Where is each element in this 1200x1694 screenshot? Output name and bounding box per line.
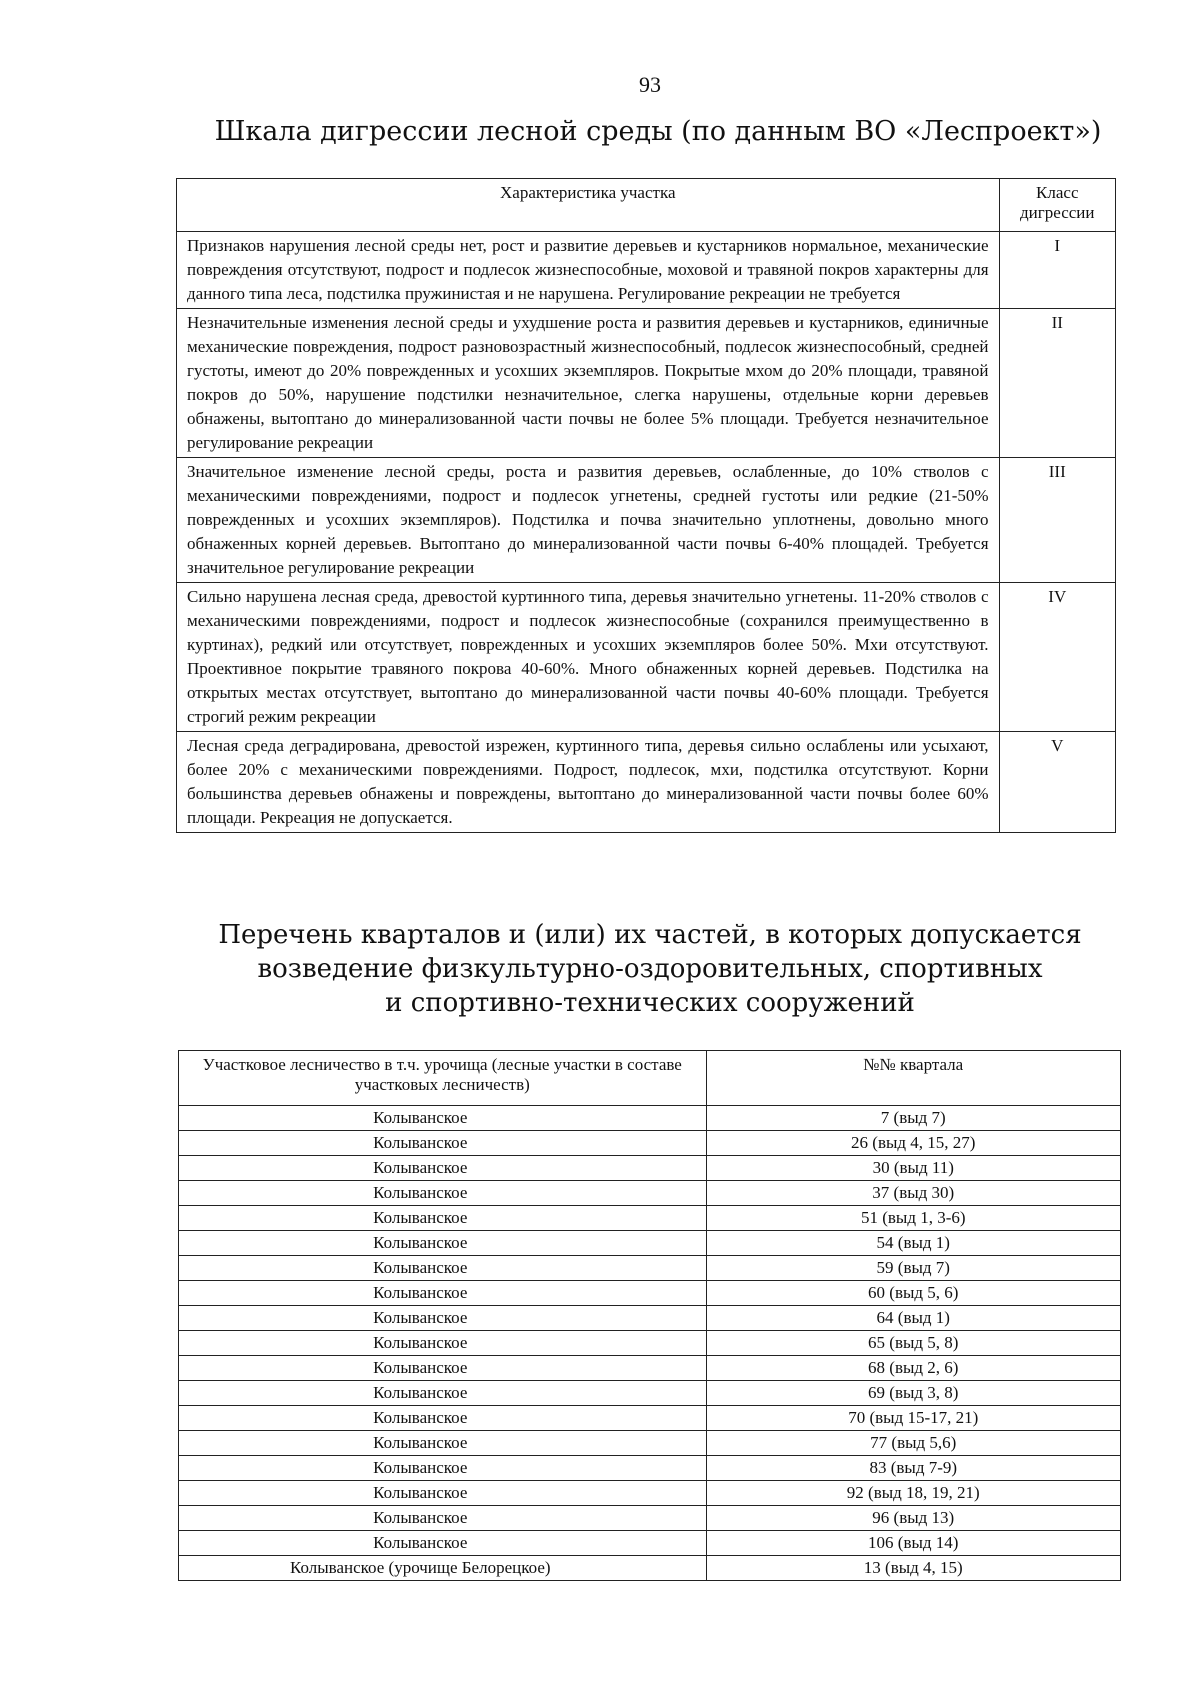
row-description: Незначительные изменения лесной среды и ухудшение роста и развития деревьев и кустарников, единичные механические повреждения, подрост разновозрастный жизнеспособный, подлесок жизнеспособный, средней густоты, имеют до 20% поврежденных и усохших экземпляров. Покрытые мхом до 20% площади, травяной покров до 50%, нарушение подстилки незначительное, слегка нарушены, отдельные корни деревьев обнажены, вытоптано до минерализованной части почвы не более 5% площади. Требуется незначительное регулирование рекреации (177, 309, 1000, 458)
table-row (179, 1506, 1121, 1531)
row-quarter: 106 (выд 14) (706, 1531, 1120, 1556)
header-quarter: №№ квартала (706, 1051, 1120, 1106)
row-forestry: Колыванское (179, 1331, 707, 1356)
table-row (179, 1431, 1121, 1456)
row-quarter: 70 (выд 15-17, 21) (706, 1406, 1120, 1431)
row-quarter: 60 (выд 5, 6) (706, 1281, 1120, 1306)
table-row (179, 1231, 1121, 1256)
table-row (179, 1481, 1121, 1506)
page-number: 93 (639, 72, 661, 97)
row-class: III (999, 458, 1115, 583)
row-quarter: 54 (выд 1) (706, 1231, 1120, 1256)
table-row (179, 1556, 1121, 1581)
row-quarter: 64 (выд 1) (706, 1306, 1120, 1331)
table-row (179, 1406, 1121, 1431)
row-quarter: 65 (выд 5, 8) (706, 1331, 1120, 1356)
table-row (177, 458, 1116, 583)
row-class: V (999, 732, 1115, 833)
header-class: Класс дигрессии (999, 179, 1115, 232)
row-forestry: Колыванское (179, 1306, 707, 1331)
table-row (179, 1456, 1121, 1481)
row-quarter: 77 (выд 5,6) (706, 1431, 1120, 1456)
row-description: Лесная среда деградирована, древостой изрежен, куртинного типа, деревья сильно ослаблены или усыхают, более 20% с механическими повреждениями. Подрост, подлесок, мхи, подстилка отсутствуют. Корни большинства деревьев обнажены и повреждены, вытоптано до минерализованной части почвы более 60% площади. Рекреация не допускается. (177, 732, 1000, 833)
row-class: IV (999, 583, 1115, 732)
row-quarter: 68 (выд 2, 6) (706, 1356, 1120, 1381)
row-forestry: Колыванское (179, 1406, 707, 1431)
table-row (179, 1356, 1121, 1381)
table-row (177, 732, 1116, 833)
row-forestry: Колыванское (179, 1156, 707, 1181)
row-forestry: Колыванское (179, 1356, 707, 1381)
row-quarter: 7 (выд 7) (706, 1106, 1120, 1131)
table-row (179, 1306, 1121, 1331)
row-quarter: 83 (выд 7-9) (706, 1456, 1120, 1481)
row-description: Сильно нарушена лесная среда, древостой куртинного типа, деревья значительно угнетены. 11-20% стволов с механическими повреждениями, подрост и подлесок жизнеспособные (сохранился преимущественно в куртинах), редкий или отсутствует, поврежденных и усохших экземпляров более 50%. Мхи отсутствуют. Проективное покрытие травяного покрова 40-60%. Много обнаженных корней деревьев. Подстилка на открытых местах отсутствует, вытоптано до минерализованной части почвы 40-60% площади. Требуется строгий режим рекреации (177, 583, 1000, 732)
quarters-title-line: и спортивно-технических сооружений (385, 988, 915, 1018)
quarters-list-title (50, 918, 1200, 1020)
row-quarter: 69 (выд 3, 8) (706, 1381, 1120, 1406)
row-quarter: 13 (выд 4, 15) (706, 1556, 1120, 1581)
quarters-title-line: Перечень кварталов и (или) их частей, в которых допускается (218, 920, 1082, 950)
row-forestry: Колыванское (179, 1506, 707, 1531)
row-forestry: Колыванское (179, 1206, 707, 1231)
row-quarter: 96 (выд 13) (706, 1506, 1120, 1531)
table-row (179, 1206, 1121, 1231)
table-header-row (179, 1051, 1121, 1106)
table-row (179, 1131, 1121, 1156)
digression-scale-title: Шкала дигрессии лесной среды (по данным ВО «Леспроект») (214, 116, 1102, 147)
table-row (179, 1331, 1121, 1356)
row-forestry: Колыванское (179, 1531, 707, 1556)
quarters-title-line: возведение физкультурно-оздоровительных, спортивных (257, 954, 1043, 984)
row-quarter: 51 (выд 1, 3-6) (706, 1206, 1120, 1231)
quarters-table (178, 1050, 1121, 1581)
row-class: I (999, 232, 1115, 309)
row-forestry: Колыванское (урочище Белорецкое) (179, 1556, 707, 1581)
table-row (177, 583, 1116, 732)
row-quarter: 30 (выд 11) (706, 1156, 1120, 1181)
row-quarter: 59 (выд 7) (706, 1256, 1120, 1281)
row-forestry: Колыванское (179, 1456, 707, 1481)
table-header-row (177, 179, 1116, 232)
table-row (179, 1381, 1121, 1406)
row-class: II (999, 309, 1115, 458)
table-row (179, 1106, 1121, 1131)
row-forestry: Колыванское (179, 1381, 707, 1406)
row-forestry: Колыванское (179, 1256, 707, 1281)
table-row (179, 1181, 1121, 1206)
table-row (179, 1256, 1121, 1281)
row-forestry: Колыванское (179, 1181, 707, 1206)
row-forestry: Колыванское (179, 1231, 707, 1256)
row-quarter: 92 (выд 18, 19, 21) (706, 1481, 1120, 1506)
row-description: Значительное изменение лесной среды, роста и развития деревьев, ослабленные, до 10% стволов с механическими повреждениями, подрост и подлесок угнетены, средней густоты или редкие (21-50% поврежденных и усохших экземпляров). Подстилка и почва значительно уплотнены, довольно много обнаженных корней деревьев. Вытоптано до минерализованной части почвы 6-40% площадей. Требуется значительное регулирование рекреации (177, 458, 1000, 583)
row-quarter: 37 (выд 30) (706, 1181, 1120, 1206)
table-row (179, 1156, 1121, 1181)
header-forestry: Участковое лесничество в т.ч. урочища (лесные участки в составе участковых лесничеств) (179, 1051, 707, 1106)
row-quarter: 26 (выд 4, 15, 27) (706, 1131, 1120, 1156)
table-row (177, 309, 1116, 458)
row-forestry: Колыванское (179, 1431, 707, 1456)
table-row (177, 232, 1116, 309)
table-row (179, 1281, 1121, 1306)
digression-scale-table (176, 178, 1116, 833)
row-description: Признаков нарушения лесной среды нет, рост и развитие деревьев и кустарников нормальное, механические повреждения отсутствуют, подрост и подлесок жизнеспособные, моховой и травяной покров характерны для данного типа леса, подстилка пружинистая и не нарушена. Регулирование рекреации не требуется (177, 232, 1000, 309)
table-row (179, 1531, 1121, 1556)
row-forestry: Колыванское (179, 1281, 707, 1306)
row-forestry: Колыванское (179, 1131, 707, 1156)
row-forestry: Колыванское (179, 1481, 707, 1506)
row-forestry: Колыванское (179, 1106, 707, 1131)
header-description: Характеристика участка (177, 179, 1000, 232)
